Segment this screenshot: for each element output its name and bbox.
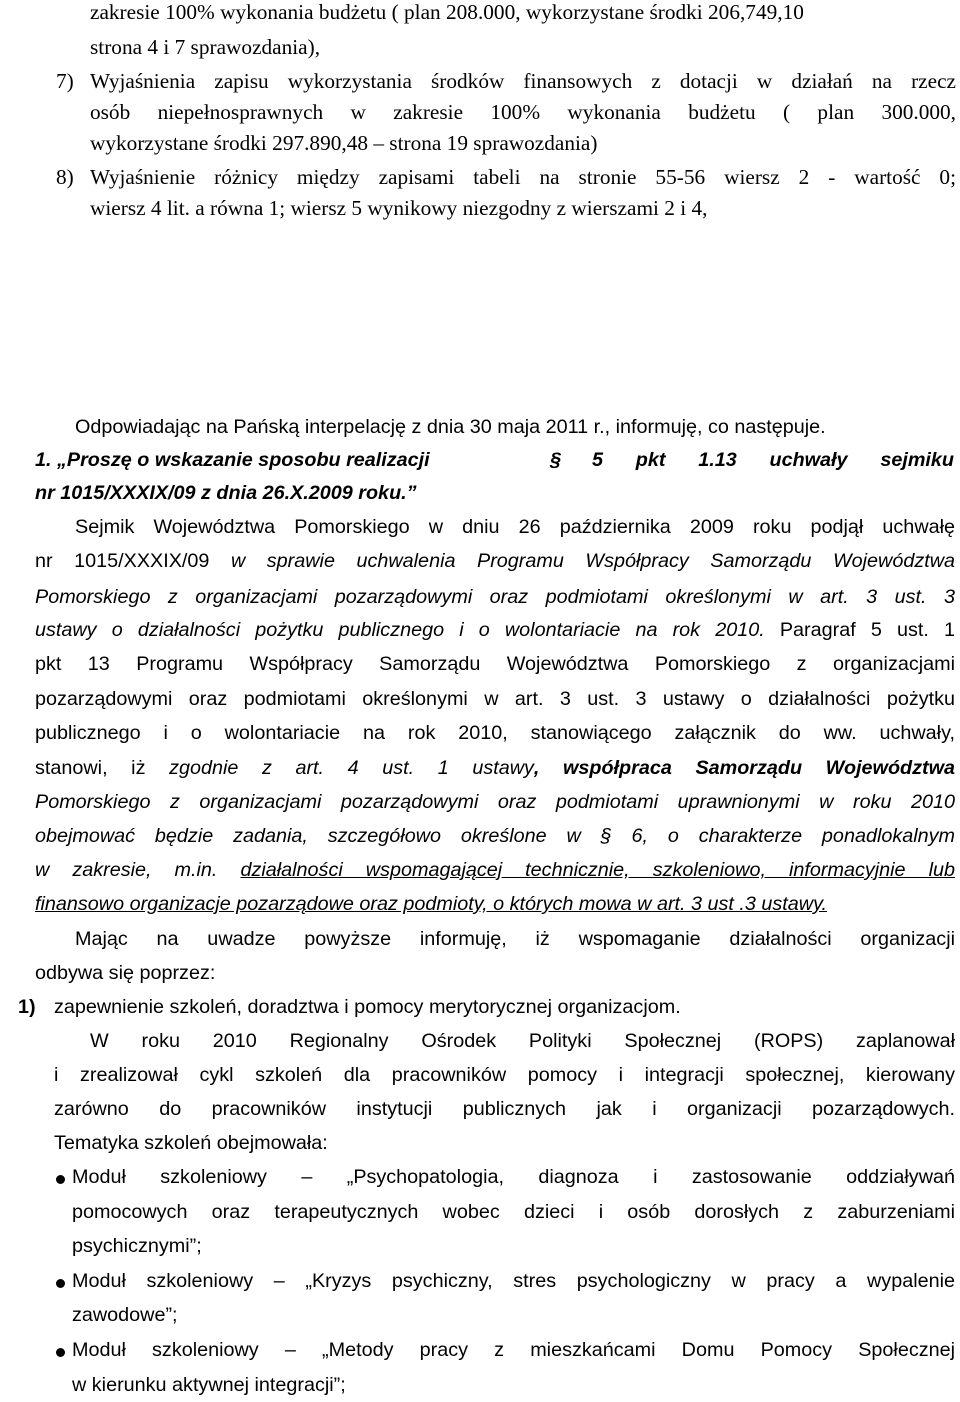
p1-line-12: finansowo organizacje pozarządowe oraz podmioty, o których mowa w art. 3 ust .3 ustawy. [35,893,827,915]
bullet-1-dot [56,1175,65,1184]
item-7-line-2: osób niepełnosprawnych w zakresie 100% wykonania budżetu ( plan 300.000, [90,100,956,124]
question-1-text-a: 1. „Proszę o wskazanie sposobu realizacji [35,449,430,471]
p1-line-11b: działalności wspomagającej technicznie, szkoleniowo, informacyjnie lub [240,859,955,881]
p1-line-4a: ustawy o działalności pożytku publicznego i o wolontariacie na rok 2010. [35,619,765,641]
continuation-line-2: strona 4 i 7 sprawozdania), [90,35,321,59]
p1-line-11a: w zakresie, m.in. [35,859,241,881]
item-8-number: 8) [56,165,74,189]
bullet-3-dot [56,1348,65,1357]
p1-line-3a: Pomorskiego z organizacjami pozarządowymi oraz podmiotami określonymi w art. [35,586,849,608]
p3-line-4: Tematyka szkoleń obejmowała: [54,1132,328,1154]
p1-line-1: Sejmik Województwa Pomorskiego w dniu 26 października 2009 roku podjął uchwałę [75,516,955,538]
bullet-3-line-2: w kierunku aktywnej integracji”; [72,1374,346,1396]
item-1-text: zapewnienie szkoleń, doradztwa i pomocy merytorycznej organizacjom. [54,996,681,1018]
bullet-2-line-2: zawodowe”; [72,1304,178,1326]
item-7-line-1: Wyjaśnienia zapisu wykorzystania środków finansowych z dotacji w działań na rzecz [90,69,956,93]
item-7-number: 7) [56,69,74,93]
reply-intro: Odpowiadając na Pańską interpelację z dnia 30 maja 2011 r., informuję, co następuje. [75,416,826,438]
item-8-line-1: Wyjaśnienie różnicy między zapisami tabeli na stronie 55-56 wiersz 2 - wartość 0; [90,165,956,189]
p1-line-5: pkt 13 Programu Współpracy Samorządu Województwa Pomorskiego z organizacjami [35,653,955,675]
p2-line-1: Mając na uwadze powyższe informuję, iż wspomaganie działalności organizacji [75,928,955,950]
p1-line-8 [35,759,955,779]
p1-line-2a: nr 1015/XXXIX/09 [35,550,231,572]
p1-line-8b: zgodnie z art. 4 ust. 1 ustawy [169,757,534,779]
question-1-line-2: nr 1015/XXXIX/09 z dnia 26.X.2009 roku.” [35,482,417,504]
p1-line-4b: Paragraf 5 ust. 1 [764,619,955,641]
p1-line-4 [35,621,955,641]
item-8-line-2: wiersz 4 lit. a równa 1; wiersz 5 wynikowy niezgodny z wierszami 2 i 4, [90,196,708,220]
p1-line-8c: , współpraca Samorządu Województwa [533,757,955,779]
bullet-1-line-2: pomocowych oraz terapeutycznych wobec dzieci i osób dorosłych z zaburzeniami [72,1201,955,1223]
continuation-line-1: zakresie 100% wykonania budżetu ( plan 208.000, wykorzystane środki 206,749,10 [90,0,804,24]
p3-line-1: W roku 2010 Regionalny Ośrodek Polityki Społecznej (ROPS) zaplanował [90,1030,955,1052]
p1-line-11 [35,861,955,881]
item-1-number: 1) [18,996,36,1018]
p1-line-6: pozarządowymi oraz podmiotami określonymi w art. 3 ust. 3 ustawy o działalności pożytku [35,688,955,710]
question-1-line-1b: 5 pkt 1.13 uchwały sejmiku [592,449,954,471]
bullet-2-dot [56,1279,65,1288]
p1-line-10: obejmować będzie zadania, szczegółowo określone w § 6, o charakterze ponadlokalnym [35,825,955,847]
p1-line-2 [35,552,955,572]
p1-line-3b: 3 ust. 3 [848,586,955,608]
section-sign: § [550,449,562,471]
p3-line-2: i zrealizował cykl szkoleń dla pracowników pomocy i integracji społecznej, kierowany [54,1064,955,1086]
p3-line-3: zarówno do pracowników instytucji publicznych jak i organizacji pozarządowych. [54,1098,955,1120]
p1-line-2b: w sprawie uchwalenia Programu Współpracy Samorządu Województwa [230,550,955,572]
p2-line-2: odbywa się poprzez: [35,962,216,984]
bullet-3-line-1: Moduł szkoleniowy – „Metody pracy z mieszkańcami Domu Pomocy Społecznej [72,1339,955,1361]
p1-line-7: publicznego i o wolontariacie na rok 2010, stanowiącego załącznik do ww. uchwały, [35,722,955,744]
p1-line-3 [35,588,955,608]
bullet-1-line-3: psychicznymi”; [72,1235,202,1257]
p1-line-9: Pomorskiego z organizacjami pozarządowymi oraz podmiotami uprawnionymi w roku 2010 [35,791,955,813]
p1-line-8a: stanowi, iż [35,757,170,779]
question-1-line-1a [35,451,635,471]
bullet-1-line-1: Moduł szkoleniowy – „Psychopatologia, diagnoza i zastosowanie oddziaływań [72,1166,955,1188]
bullet-2-line-1: Moduł szkoleniowy – „Kryzys psychiczny, stres psychologiczny w pracy a wypalenie [72,1270,955,1292]
item-7-line-3: wykorzystane środki 297.890,48 – strona 19 sprawozdania) [90,131,598,155]
